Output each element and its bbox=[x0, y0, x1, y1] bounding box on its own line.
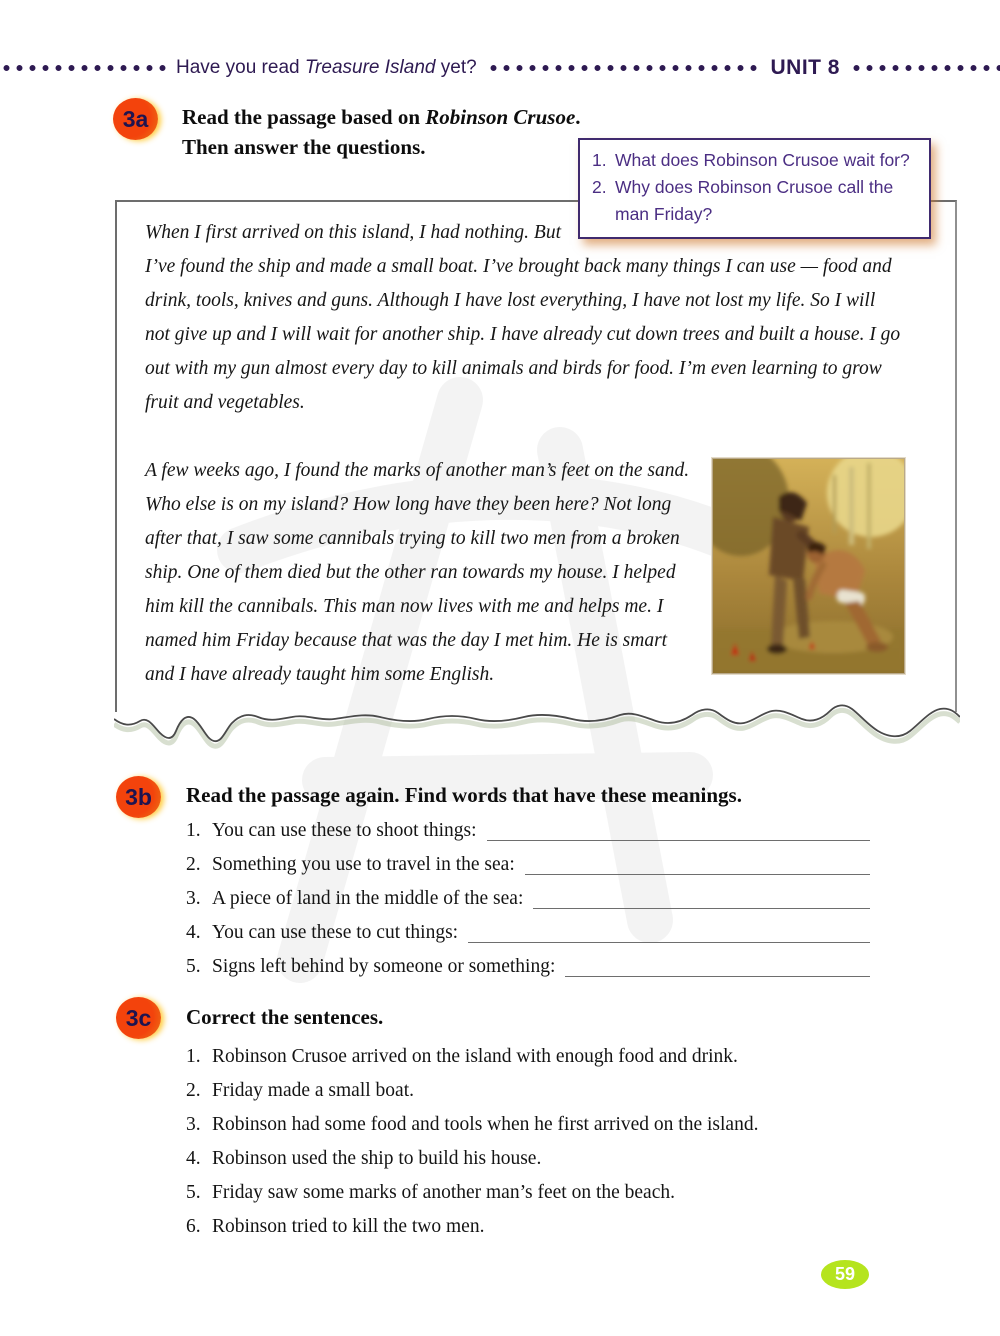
section-3a-title-line2: Then answer the questions. bbox=[182, 135, 426, 159]
question-text: Why does Robinson Crusoe call the man Friday? bbox=[615, 177, 894, 224]
answer-blank bbox=[525, 874, 870, 875]
header-title-suffix: yet? bbox=[435, 57, 477, 78]
list-item bbox=[186, 916, 870, 950]
dotted-line bbox=[487, 64, 761, 72]
list-item bbox=[186, 1074, 870, 1108]
list-item bbox=[186, 848, 870, 882]
page-number-badge: 59 bbox=[821, 1260, 869, 1289]
question-number: 2. bbox=[592, 177, 607, 197]
section-3a-title-suffix: . bbox=[575, 105, 581, 129]
list-item bbox=[186, 950, 870, 984]
section-3b-title: Read the passage again. Find words that have these meanings. bbox=[186, 783, 742, 807]
torn-paper-edge bbox=[114, 696, 960, 754]
list-item bbox=[186, 814, 870, 848]
item-text: Something you use to travel in the sea: bbox=[212, 854, 515, 875]
item-number: 5. bbox=[186, 956, 201, 977]
item-number: 4. bbox=[186, 1148, 201, 1169]
section-3a-title bbox=[182, 102, 581, 162]
item-text: Robinson tried to kill the two men. bbox=[212, 1216, 485, 1237]
passage-box bbox=[115, 200, 957, 712]
question-item bbox=[592, 174, 921, 228]
list-item bbox=[186, 882, 870, 916]
list-item bbox=[186, 1142, 870, 1176]
item-text: You can use these to cut things: bbox=[212, 922, 459, 943]
header-title-prefix: Have you read bbox=[176, 57, 305, 78]
section-3c-title: Correct the sentences. bbox=[186, 1005, 384, 1029]
item-text: Robinson used the ship to build his house. bbox=[212, 1148, 542, 1169]
answer-blank bbox=[565, 976, 870, 977]
item-text: You can use these to shoot things: bbox=[212, 820, 477, 841]
page-header bbox=[0, 54, 1000, 82]
item-text: A piece of land in the middle of the sea: bbox=[212, 888, 524, 909]
list-item bbox=[186, 1176, 870, 1210]
dotted-line bbox=[850, 64, 1000, 72]
section-3c-badge: 3c bbox=[116, 997, 161, 1039]
section-3a-badge: 3a bbox=[113, 98, 158, 140]
question-text: What does Robinson Crusoe wait for? bbox=[615, 150, 910, 170]
question-item bbox=[592, 147, 921, 174]
item-number: 5. bbox=[186, 1182, 201, 1203]
list-item bbox=[186, 1210, 870, 1244]
answer-blank bbox=[533, 908, 870, 909]
item-text: Friday made a small boat. bbox=[212, 1080, 414, 1101]
section-3a-title-prefix: Read the passage based on bbox=[182, 105, 426, 129]
section-3c-list bbox=[186, 1040, 870, 1244]
page-header-title bbox=[176, 57, 477, 79]
list-item bbox=[186, 1040, 870, 1074]
answer-blank bbox=[468, 942, 870, 943]
item-number: 1. bbox=[186, 820, 201, 841]
section-3a-title-book: Robinson Crusoe bbox=[425, 105, 576, 129]
item-text: Robinson Crusoe arrived on the island with enough food and drink. bbox=[212, 1046, 738, 1067]
item-number: 2. bbox=[186, 1080, 201, 1101]
answer-blank bbox=[487, 840, 870, 841]
section-3b-list bbox=[186, 814, 870, 984]
dotted-line bbox=[0, 64, 168, 72]
item-number: 6. bbox=[186, 1216, 201, 1237]
passage-illustration bbox=[712, 458, 905, 674]
unit-label: UNIT 8 bbox=[770, 56, 840, 79]
item-number: 2. bbox=[186, 854, 201, 875]
question-number: 1. bbox=[592, 150, 607, 170]
item-text: Robinson had some food and tools when he first arrived on the island. bbox=[212, 1114, 759, 1135]
item-text: Signs left behind by someone or something: bbox=[212, 956, 556, 977]
list-item bbox=[186, 1108, 870, 1142]
item-number: 4. bbox=[186, 922, 201, 943]
item-number: 1. bbox=[186, 1046, 201, 1067]
passage-paragraph-2: A few weeks ago, I found the marks of another man’s feet on the sand. Who else is on my island? How long have they been here? Not long after that, I saw some cannibals trying to kill two men from a broken ship. One of them died but the other ran towards my house. I helped him kill the cannibals. This man now lives with me and helps me. I named him Friday because that was the day I met him. He is smart and I have already taught him some English. bbox=[145, 460, 690, 685]
header-title-book: Treasure Island bbox=[304, 57, 436, 78]
passage-paragraph-1: When I first arrived on this island, I had nothing. But I’ve found the ship and made a small boat. I’ve brought back many things I can use — food and drink, tools, knives and guns. Although I have lost everything, I have not lost my life. So I will not give up and I will wait for another ship. I have already cut down trees and built a house. I go out with my gun almost every day to kill animals and birds for food. I’m even learning to grow fruit and vegetables. bbox=[145, 222, 901, 413]
item-number: 3. bbox=[186, 888, 201, 909]
section-3b-badge: 3b bbox=[116, 776, 161, 818]
item-number: 3. bbox=[186, 1114, 201, 1135]
item-text: Friday saw some marks of another man’s feet on the beach. bbox=[212, 1182, 675, 1203]
questions-box bbox=[578, 138, 931, 239]
